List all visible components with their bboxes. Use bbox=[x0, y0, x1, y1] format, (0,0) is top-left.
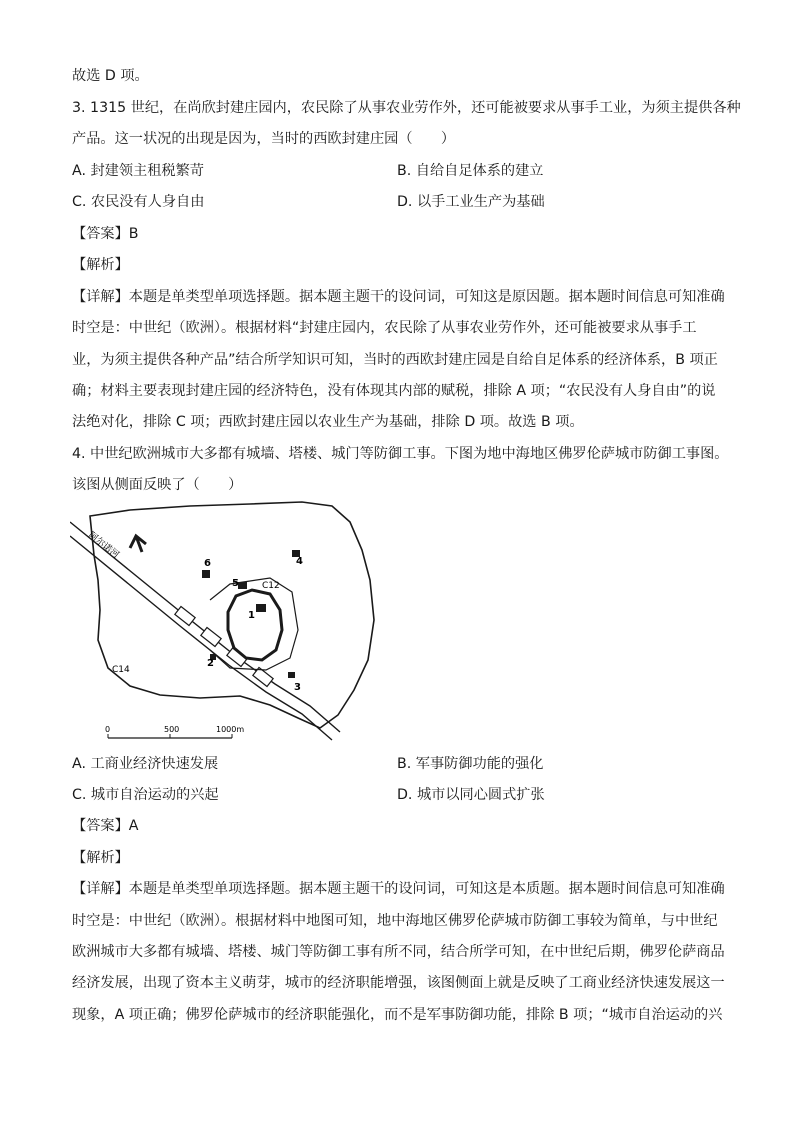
q3-option-a: A. 封建领主租税繁苛 bbox=[72, 163, 204, 179]
q4-option-a: A. 工商业经济快速发展 bbox=[72, 756, 219, 772]
q4-stem-line-2: 该图从侧面反映了（ ） bbox=[72, 477, 243, 493]
q3-stem-line-2: 产品。这一状况的出现是因为，当时的西欧封建庄园（ ） bbox=[72, 131, 456, 147]
q3-analysis-label: 【解析】 bbox=[72, 257, 129, 273]
river-bank-lower bbox=[70, 536, 332, 740]
river-label: 阿尔诺河 bbox=[86, 530, 121, 561]
q3-detail-line-3: 业，为须主提供各种产品”结合所学知识可知，当时的西欧封建庄园是自给自足体系的经济体系，B 项正 bbox=[72, 352, 718, 368]
q3-option-d: D. 以手工业生产为基础 bbox=[397, 194, 545, 210]
previous-answer-tail: 故选 D 项。 bbox=[72, 68, 149, 84]
q3-option-b: B. 自给自足体系的建立 bbox=[397, 163, 544, 179]
map-label-5: 5 bbox=[232, 578, 239, 589]
q4-detail-line-1: 【详解】本题是单类型单项选择题。据本题主题干的设问词，可知这是本质题。据本题时间信息可知准确 bbox=[72, 881, 725, 897]
map-label-4: 4 bbox=[296, 556, 303, 567]
q3-detail-line-5: 法绝对化，排除 C 项；西欧封建庄园以农业生产为基础，排除 D 项。故选 B 项。 bbox=[72, 414, 584, 430]
q4-option-d: D. 城市以同心圆式扩张 bbox=[397, 787, 545, 803]
q4-detail-line-3: 欧洲城市大多都有城墙、塔楼、城门等防御工事有所不同，结合所学可知，在中世纪后期，佛罗伦萨商品 bbox=[72, 944, 725, 960]
florence-defense-map bbox=[70, 500, 390, 745]
city-outline bbox=[90, 502, 374, 728]
q4-detail-line-4: 经济发展，出现了资本主义萌芽，城市的经济职能增强，该图侧面上就是反映了工商业经济快速发展这一 bbox=[72, 975, 725, 991]
scale-label-0: 0 bbox=[105, 725, 111, 734]
q3-stem-line-1: 3. 1315 世纪，在尚欣封建庄园内，农民除了从事农业劳作外，还可能被要求从事手工业，为须主提供各种 bbox=[72, 100, 741, 116]
q4-detail-line-5: 现象，A 项正确；佛罗伦萨城市的经济职能强化，而不是军事防御功能，排除 B 项；“城市自治运动的兴 bbox=[72, 1007, 723, 1023]
q4-option-b: B. 军事防御功能的强化 bbox=[397, 756, 544, 772]
map-label-2: 2 bbox=[207, 658, 214, 669]
map-label-3: 3 bbox=[294, 682, 301, 693]
inner-walled-core bbox=[228, 590, 282, 660]
map-label-1: 1 bbox=[248, 610, 255, 621]
q3-detail-line-1: 【详解】本题是单类型单项选择题。据本题主题干的设问词，可知这是原因题。据本题时间信息可知准确 bbox=[72, 289, 725, 305]
landmark-6 bbox=[202, 570, 210, 578]
map-label-c12: C12 bbox=[262, 581, 280, 591]
north-arrow-icon bbox=[130, 536, 146, 552]
q3-answer: 【答案】B bbox=[72, 226, 139, 242]
q4-answer: 【答案】A bbox=[72, 818, 139, 834]
q3-option-c: C. 农民没有人身自由 bbox=[72, 194, 205, 210]
map-label-c14: C14 bbox=[112, 665, 130, 675]
q4-stem-line-1: 4. 中世纪欧洲城市大多都有城墙、塔楼、城门等防御工事。下图为地中海地区佛罗伦萨城市防御工事图。 bbox=[72, 446, 729, 462]
landmark-5 bbox=[238, 582, 247, 589]
q4-detail-line-2: 时空是：中世纪（欧洲）。根据材料中地图可知，地中海地区佛罗伦萨城市防御工事较为简单，与中世纪 bbox=[72, 913, 718, 929]
q4-option-c: C. 城市自治运动的兴起 bbox=[72, 787, 219, 803]
scale-label-500: 500 bbox=[164, 725, 180, 734]
q3-detail-line-4: 确；材料主要表现封建庄园的经济特色，没有体现其内部的赋税，排除 A 项；“农民没有人身自由”的说 bbox=[72, 383, 716, 399]
scale-label-1000: 1000m bbox=[216, 725, 245, 734]
map-label-6: 6 bbox=[204, 558, 211, 569]
landmark-1 bbox=[256, 604, 266, 612]
landmark-3 bbox=[288, 672, 295, 678]
q3-detail-line-2: 时空是：中世纪（欧洲）。根据材料“封建庄园内，农民除了从事农业劳作外，还可能被要求从事手工 bbox=[72, 320, 697, 336]
q4-analysis-label: 【解析】 bbox=[72, 850, 129, 866]
